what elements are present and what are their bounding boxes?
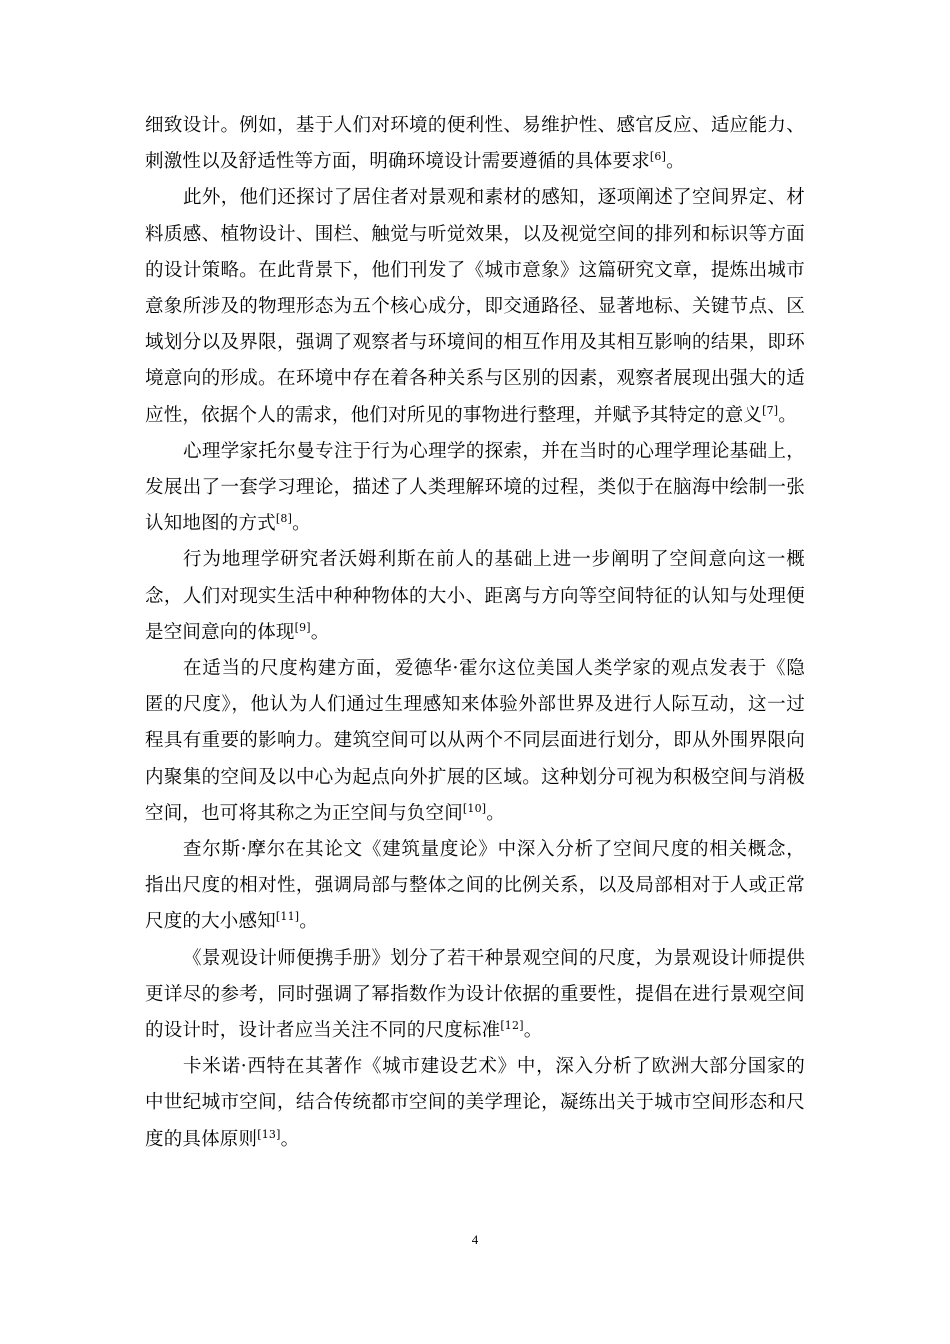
citation-marker: [6] <box>649 150 667 164</box>
paragraph-text: 此外，他们还探讨了居住者对景观和素材的感知，逐项阐述了空间界定、材料质感、植物设计、围栏、触觉与听觉效果，以及视觉空间的排列和标识等方面的设计策略。在此背景下，他们刊发了《城市意象》这篇研究文章，提炼出城市意象所涉及的物理形态为五个核心成分，即交通路径、显著地标、关键节点、区域划分以及界限，强调了观察者与环境间的相互作用及其相互影响的结果，即环境意向的形成。在环境中存在着各种关系与区别的因素，观察者展现出强大的适应性，依据个人的需求，他们对所见的事物进行整理，并赋予其特定的意义 <box>145 187 805 426</box>
citation-marker: [7] <box>762 403 779 417</box>
paragraph-1 <box>145 108 805 180</box>
paragraph-5 <box>145 651 805 832</box>
body-text <box>145 108 805 1158</box>
paragraph-tail: 。 <box>486 802 505 824</box>
paragraph-4 <box>145 542 805 651</box>
paragraph-text: 卡米诺·西特在其著作《城市建设艺术》中，深入分析了欧洲大部分国家的中世纪城市空间，结合传统都市空间的美学理论，凝练出关于城市空间形态和尺度的具体原则 <box>145 1056 805 1150</box>
citation-marker: [9] <box>294 620 311 634</box>
paragraph-tail: 。 <box>310 621 330 643</box>
paragraph-text: 查尔斯·摩尔在其论文《建筑量度论》中深入分析了空间尺度的相关概念，指出尺度的相对性，强调局部与整体之间的比例关系，以及局部相对于人或正常尺度的大小感知 <box>145 839 805 933</box>
citation-marker: [10] <box>462 801 487 815</box>
paragraph-8 <box>145 1049 805 1158</box>
paragraph-text: 心理学家托尔曼专注于行为心理学的探索，并在当时的心理学理论基础上，发展出了一套学习理论，描述了人类理解环境的过程，类似于在脑海中绘制一张认知地图的方式 <box>145 440 805 535</box>
paragraph-tail: 。 <box>299 911 318 933</box>
paragraph-tail: 。 <box>523 1020 543 1042</box>
paragraph-tail: 。 <box>666 151 685 173</box>
paragraph-3 <box>145 434 805 543</box>
paragraph-tail: 。 <box>292 513 311 535</box>
paragraph-tail: 。 <box>778 404 797 426</box>
paragraph-text: 在适当的尺度构建方面，爱德华·霍尔这位美国人类学家的观点发表于《隐匿的尺度》，他认为人们通过生理感知来体验外部世界及进行人际互动，这一过程具有重要的影响力。建筑空间可以从两个不同层面进行划分，即从外围界限向内聚集的空间及以中心为起点向外扩展的区域。这种划分可视为积极空间与消极空间，也可将其称之为正空间与负空间 <box>145 658 805 824</box>
paragraph-text: 细致设计。例如，基于人们对环境的便利性、易维护性、感官反应、适应能力、刺激性以及舒适性等方面，明确环境设计需要遵循的具体要求 <box>145 115 805 173</box>
paragraph-2 <box>145 180 805 433</box>
page-number: 4 <box>471 1232 479 1247</box>
citation-marker: [11] <box>275 910 300 924</box>
paragraph-tail: 。 <box>280 1128 300 1150</box>
paragraph-6 <box>145 832 805 941</box>
citation-marker: [8] <box>275 512 293 526</box>
citation-marker: [13] <box>257 1127 281 1141</box>
paragraph-text: 行为地理学研究者沃姆利斯在前人的基础上进一步阐明了空间意向这一概念，人们对现实生活中种种物体的大小、距离与方向等空间特征的认知与处理便是空间意向的体现 <box>145 549 805 643</box>
paragraph-7 <box>145 941 805 1050</box>
citation-marker: [12] <box>500 1018 524 1032</box>
paragraph-text: 《景观设计师便携手册》划分了若干种景观空间的尺度，为景观设计师提供更详尽的参考，同时强调了幂指数作为设计依据的重要性，提倡在进行景观空间的设计时，设计者应当关注不同的尺度标准 <box>145 947 805 1042</box>
